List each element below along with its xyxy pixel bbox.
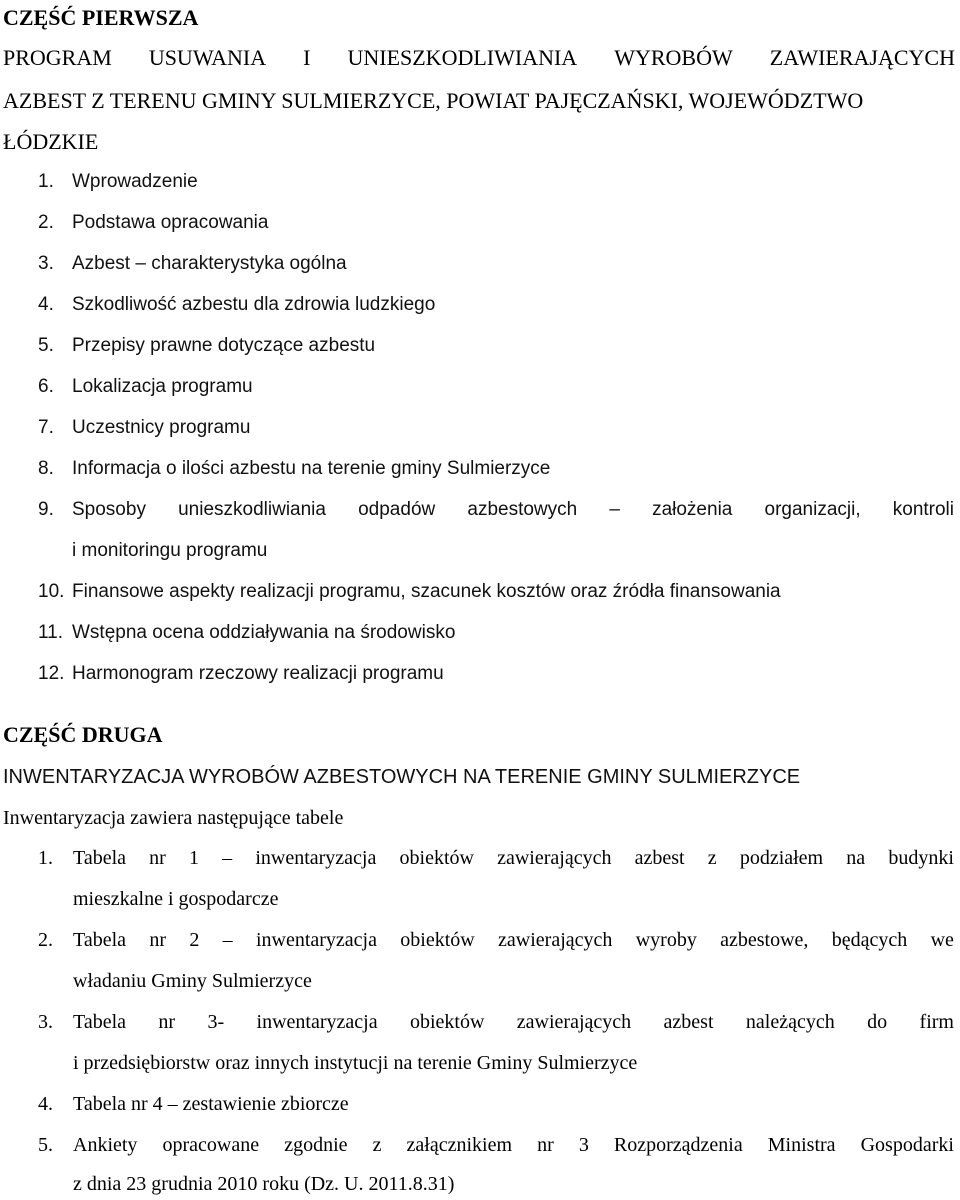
toc-item: 7. Uczestnicy programu: [38, 417, 251, 438]
toc-item: 5. Przepisy prawne dotyczące azbestu: [38, 335, 376, 356]
title-word: ZAWIERAJĄCYCH: [769, 45, 955, 70]
list-item-continuation: władaniu Gminy Sulmierzyce: [73, 970, 312, 992]
list-item: 4. Tabela nr 4 – zestawienie zbiorcze: [38, 1093, 349, 1115]
title-word: UNIESZKODLIWIANIA: [347, 45, 578, 70]
list-item: 2. Tabela nr 2 – inwentaryzacja obiektów zawierających wyroby azbestowe, będących we: [38, 929, 954, 951]
part2-title: INWENTARYZACJA WYROBÓW AZBESTOWYCH NA TERENIE GMINY SULMIERZYCE: [3, 766, 801, 788]
part1-title-line3: ŁÓDZKIE: [3, 129, 99, 154]
part2-heading: CZĘŚĆ DRUGA: [3, 722, 163, 747]
toc-item: 3. Azbest – charakterystyka ogólna: [38, 253, 347, 274]
list-item-continuation: z dnia 23 grudnia 2010 roku (Dz. U. 2011.8.31): [73, 1173, 455, 1195]
list-item: 5. Ankiety opracowane zgodnie z załącznikiem nr 3 Rozporządzenia Ministra Gospodarki: [38, 1134, 954, 1156]
list-item: 1. Tabela nr 1 – inwentaryzacja obiektów zawierających azbest z podziałem na budynki: [38, 847, 954, 869]
part1-heading: CZĘŚĆ PIERWSZA: [3, 5, 199, 30]
toc-item-continuation: i monitoringu programu: [72, 540, 268, 561]
list-item: 3. Tabela nr 3- inwentaryzacja obiektów zawierających azbest należących do firm: [38, 1011, 954, 1033]
toc-item: 11. Wstępna ocena oddziaływania na środowisko: [38, 622, 456, 643]
toc-item: 4. Szkodliwość azbestu dla zdrowia ludzkiego: [38, 294, 436, 315]
list-item-continuation: i przedsiębiorstw oraz innych instytucji na terenie Gminy Sulmierzyce: [73, 1052, 638, 1074]
part1-title-line2: AZBEST Z TERENU GMINY SULMIERZYCE, POWIAT PAJĘCZAŃSKI, WOJEWÓDZTWO: [3, 88, 864, 113]
title-word: I: [303, 45, 311, 70]
toc-item: 2. Podstawa opracowania: [38, 212, 269, 233]
list-item-continuation: mieszkalne i gospodarcze: [73, 888, 279, 910]
toc-item: 1. Wprowadzenie: [38, 171, 198, 192]
title-word: WYROBÓW: [614, 45, 733, 70]
toc-item: 6. Lokalizacja programu: [38, 376, 253, 397]
toc-item: 8. Informacja o ilości azbestu na terenie gminy Sulmierzyce: [38, 458, 551, 479]
toc-item: 10. Finansowe aspekty realizacji programu, szacunek kosztów oraz źródła finansowania: [38, 581, 781, 602]
part1-title-line1: [3, 46, 955, 70]
toc-item-line: 9. Sposoby unieszkodliwiania odpadów azbestowych – założenia organizacji, kontroli: [38, 499, 954, 520]
part2-intro: Inwentaryzacja zawiera następujące tabele: [3, 807, 344, 829]
toc-item: [38, 499, 954, 521]
title-word: USUWANIA: [148, 45, 267, 70]
title-word: PROGRAM: [3, 45, 112, 70]
toc-item: 12. Harmonogram rzeczowy realizacji programu: [38, 663, 444, 684]
